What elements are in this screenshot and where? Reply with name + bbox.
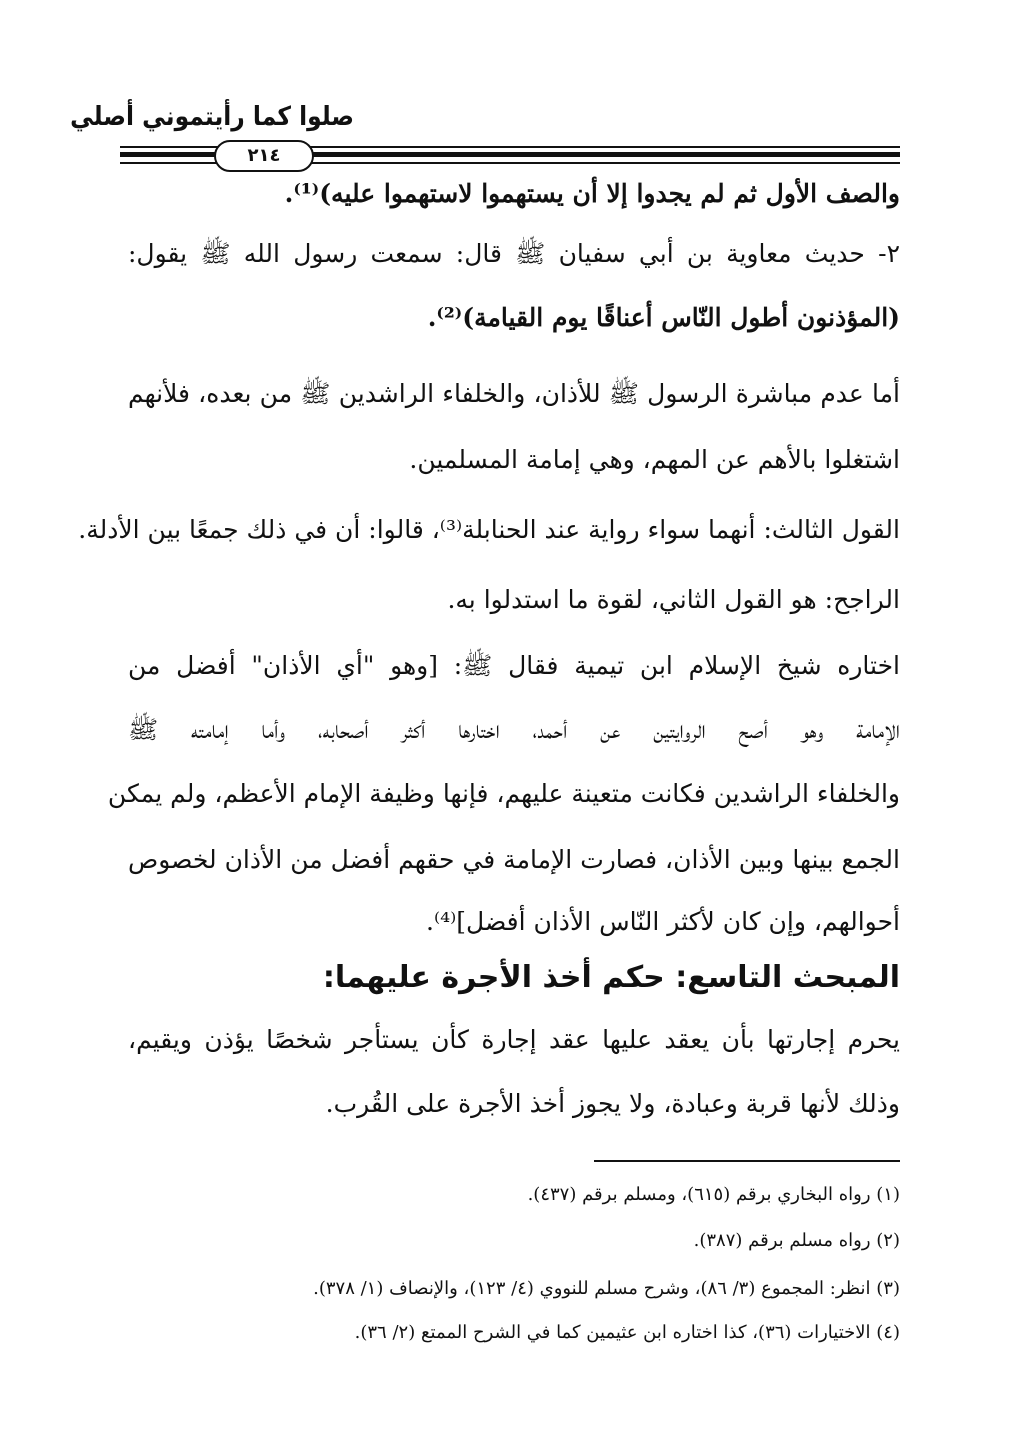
body-line: (المؤذنون أطول النّاس أعناقًا يوم القيامة)⁽²⁾. bbox=[427, 303, 900, 332]
body-line: والصف الأول ثم لم يجدوا إلا أن يستهموا لاستهموا عليه)⁽¹⁾. bbox=[284, 179, 900, 208]
body-line: والخلفاء الراشدين فكانت متعينة عليهم، فإنها وظيفة الإمام الأعظم، ولم يمكن bbox=[107, 779, 900, 808]
footnote-separator bbox=[594, 1160, 900, 1162]
footnote: (١) رواه البخاري برقم (٦١٥)، ومسلم برقم (٤٣٧). bbox=[527, 1184, 900, 1205]
footnote: (٢) رواه مسلم برقم (٣٨٧). bbox=[693, 1230, 900, 1251]
body-line: اختاره شيخ الإسلام ابن تيمية فقال ﷺ: [وهو "أي الأذان" أفضل من bbox=[128, 651, 900, 680]
body-line: ٢- حديث معاوية بن أبي سفيان ﷺ قال: سمعت رسول الله ﷺ يقول: bbox=[128, 239, 900, 268]
footnote: (٤) الاختيارات (٣٦)، كذا اختاره ابن عثيمين كما في الشرح الممتع (٢/ ٣٦). bbox=[354, 1322, 900, 1343]
running-header-title: صلوا كما رأيتموني أصلي bbox=[70, 102, 354, 132]
footnote: (٣) انظر: المجموع (٣/ ٨٦)، وشرح مسلم للنووي (٤/ ١٢٣)، والإنصاف (١/ ٣٧٨). bbox=[313, 1278, 900, 1299]
body-line: وذلك لأنها قربة وعبادة، ولا يجوز أخذ الأجرة على القُرب. bbox=[325, 1089, 900, 1118]
body-line: الإمامة وهو أصح الروايتين عن أحمد، اختارها أكثر أصحابه، وأما إمامته ﷺ bbox=[128, 715, 900, 744]
body-line: الراجح: هو القول الثاني، لقوة ما استدلوا به. bbox=[447, 585, 900, 614]
body-line: الجمع بينها وبين الأذان، فصارت الإمامة في حقهم أفضل من الأذان لخصوص bbox=[128, 845, 900, 874]
body-line: أحوالهم، وإن كان لأكثر النّاس الأذان أفضل]⁽⁴⁾. bbox=[426, 907, 900, 936]
body-line: يحرم إجارتها بأن يعقد عليها عقد إجارة كأن يستأجر شخصًا يؤذن ويقيم، bbox=[128, 1025, 900, 1054]
body-line: اشتغلوا بالأهم عن المهم، وهي إمامة المسلمين. bbox=[409, 445, 900, 474]
body-line: أما عدم مباشرة الرسول ﷺ للأذان، والخلفاء الراشدين ﷺ من بعده، فلأنهم bbox=[128, 379, 900, 408]
page-number: ٢١٤ bbox=[214, 140, 314, 172]
body-line: القول الثالث: أنهما سواء رواية عند الحنابلة⁽³⁾، قالوا: أن في ذلك جمعًا بين الأدلة. bbox=[78, 515, 900, 544]
section-heading: المبحث التاسع: حكم أخذ الأجرة عليهما: bbox=[322, 960, 900, 995]
